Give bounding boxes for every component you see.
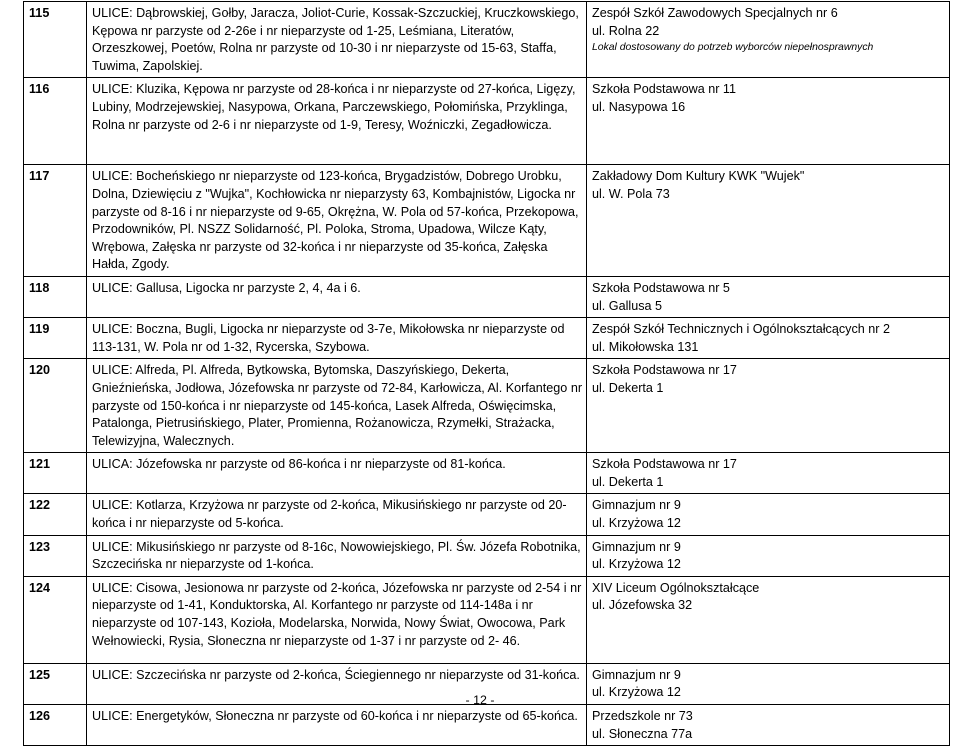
district-streets: ULICE: Kotlarza, Krzyżowa nr parzyste od 2-końca, Mikusińskiego nr parzyste od 20-końca i nr nieparzyste od 5-końca. [87,494,587,535]
page-number: - 12 - [465,693,495,707]
polling-place-cell [587,705,950,746]
polling-place-name: Zespół Szkół Technicznych i Ogólnokształcących nr 2 [592,322,890,337]
polling-place-name: Zakładowy Dom Kultury KWK "Wujek" [592,169,805,184]
polling-place-address: ul. Krzyżowa 12 [592,516,681,531]
accessibility-note: Lokal dostosowany do potrzeb wyborców niepełnosprawnych [592,42,874,54]
polling-place-address: ul. Mikołowska 131 [592,339,699,354]
polling-place-cell [587,576,950,663]
polling-place-name: Przedszkole nr 73 [592,709,693,724]
district-streets: ULICE: Gallusa, Ligocka nr parzyste 2, 4, 4a i 6. [87,276,587,317]
polling-place-name: Gimnazjum nr 9 [592,667,681,682]
polling-place-cell [587,165,950,277]
district-streets: ULICE: Mikusińskiego nr parzyste od 8-16c, Nowowiejskiego, Pl. Św. Józefa Robotnika, Szczecińska nr nieparzyste od 1-końca. [87,535,587,576]
polling-place-name: Gimnazjum nr 9 [592,498,681,513]
districts-table [23,1,950,746]
district-number: 120 [24,359,87,453]
table-row [24,535,950,576]
table-row [24,576,950,663]
polling-place-address: ul. Krzyżowa 12 [592,557,681,572]
polling-place-cell [587,276,950,317]
polling-place-cell [587,494,950,535]
polling-place-name: Szkoła Podstawowa nr 17 [592,457,737,472]
polling-place-cell [587,2,950,78]
district-streets: ULICE: Energetyków, Słoneczna nr parzyste od 60-końca i nr nieparzyste od 65-końca. [87,705,587,746]
polling-place-address: ul. Gallusa 5 [592,298,663,313]
polling-place-name: Szkoła Podstawowa nr 17 [592,363,737,378]
polling-place-name: XIV Liceum Ogólnokształcące [592,580,760,595]
districts-table-body [24,2,950,746]
polling-place-address: ul. Krzyżowa 12 [592,685,681,700]
district-number: 123 [24,535,87,576]
polling-place-cell [587,535,950,576]
polling-place-address: ul. W. Pola 73 [592,186,670,201]
polling-place-address: ul. Słoneczna 77a [592,726,693,741]
district-streets: ULICE: Alfreda, Pl. Alfreda, Bytkowska, Bytomska, Daszyńskiego, Dekerta, Gnieźnieńska, Jodłowa, Józefowska nr parzyste od 72-84, Karłowicza, Al. Korfantego nr parzyste od 150-końca i nr nieparzyste od 145-końca, Lasek Alfreda, Oświęcimska, Patalonga, Pietrusińskiego, Plater, Promienna, Rożanowicza, Rzymełki, Strażacka, Telewizyjna, Walecznych. [87,359,587,453]
table-row [24,453,950,494]
polling-place-address: ul. Józefowska 32 [592,598,693,613]
table-row [24,165,950,277]
table-row [24,2,950,78]
district-number: 125 [24,663,87,704]
district-number: 126 [24,705,87,746]
polling-place-address: ul. Rolna 22 [592,23,660,38]
polling-place-cell [587,359,950,453]
district-number: 117 [24,165,87,277]
district-streets: ULICA: Józefowska nr parzyste od 86-końca i nr nieparzyste od 81-końca. [87,453,587,494]
district-number: 119 [24,318,87,359]
district-streets: ULICE: Dąbrowskiej, Gołby, Jaracza, Joliot-Curie, Kossak-Szczuckiej, Kruczkowskiego, Kępowa nr parzyste od 2-26e i nr nieparzyste od 1-25, Leśmiana, Literatów, Orzeszkowej, Poetów, Rolna nr parzyste od 10-30 i nr nieparzyste od 15-63, Staffa, Tuwima, Zapolskiej. [87,2,587,78]
table-row [24,276,950,317]
district-number: 122 [24,494,87,535]
district-streets: ULICE: Szczecińska nr parzyste od 2-końca, Ściegiennego nr nieparzyste od 31-końca. [87,663,587,704]
polling-place-cell [587,78,950,165]
district-number: 124 [24,576,87,663]
table-row [24,78,950,165]
table-row [24,359,950,453]
polling-place-address: ul. Dekerta 1 [592,380,664,395]
polling-place-name: Szkoła Podstawowa nr 11 [592,82,736,97]
polling-place-name: Szkoła Podstawowa nr 5 [592,280,730,295]
polling-place-name: Zespół Szkół Zawodowych Specjalnych nr 6 [592,6,838,20]
polling-place-address: ul. Nasypowa 16 [592,99,686,114]
district-number: 118 [24,276,87,317]
district-number: 116 [24,78,87,165]
table-row [24,494,950,535]
polling-place-address: ul. Dekerta 1 [592,474,664,489]
polling-place-name: Gimnazjum nr 9 [592,539,681,554]
district-streets: ULICE: Bocheńskiego nr nieparzyste od 123-końca, Brygadzistów, Dobrego Urobku, Dolna, Dziewięciu z "Wujka", Kochłowicka nr nieparzysty 63, Kombajnistów, Ligocka nr parzyste od 8-16 i nr nieparzyste od 9-65, Okrężna, W. Pola od 57-końca, Przekopowa, Przodowników, Pl. NSZZ Solidarność, Pl. Poloka, Stroma, Upadowa, Wilcze Kąty, Wrębowa, Załęska nr parzyste od 32-końca i nr nieparzyste od 35-końca, Załęska Hałda, Zgody. [87,165,587,277]
district-number: 121 [24,453,87,494]
district-streets: ULICE: Cisowa, Jesionowa nr parzyste od 2-końca, Józefowska nr parzyste od 2-54 i nr nieparzyste od 1-41, Konduktorska, Al. Korfantego nr parzyste od 114-148a i nr nieparzyste od 107-143, Kozioła, Modelarska, Norwida, Nowy Świat, Owocowa, Park Wełnowiecki, Rysia, Słoneczna nr nieparzyste od 1-37 i nr parzyste od 2- 46. [87,576,587,663]
district-number: 115 [24,2,87,78]
polling-place-cell [587,453,950,494]
table-row [24,705,950,746]
polling-place-cell [587,318,950,359]
district-streets: ULICE: Boczna, Bugli, Ligocka nr nieparzyste od 3-7e, Mikołowska nr nieparzyste od 113-131, W. Pola nr od 1-32, Rycerska, Szybowa. [87,318,587,359]
district-streets: ULICE: Kluzika, Kępowa nr parzyste od 28-końca i nr nieparzyste od 27-końca, Ligęzy, Lubiny, Modrzejewskiej, Nasypowa, Orkana, Parczewskiego, Połomińska, Przyklinga, Rolna nr parzyste od 2-6 i nr nieparzyste od 1-9, Teresy, Woźniczki, Zegadłowicza. [87,78,587,165]
table-row [24,318,950,359]
